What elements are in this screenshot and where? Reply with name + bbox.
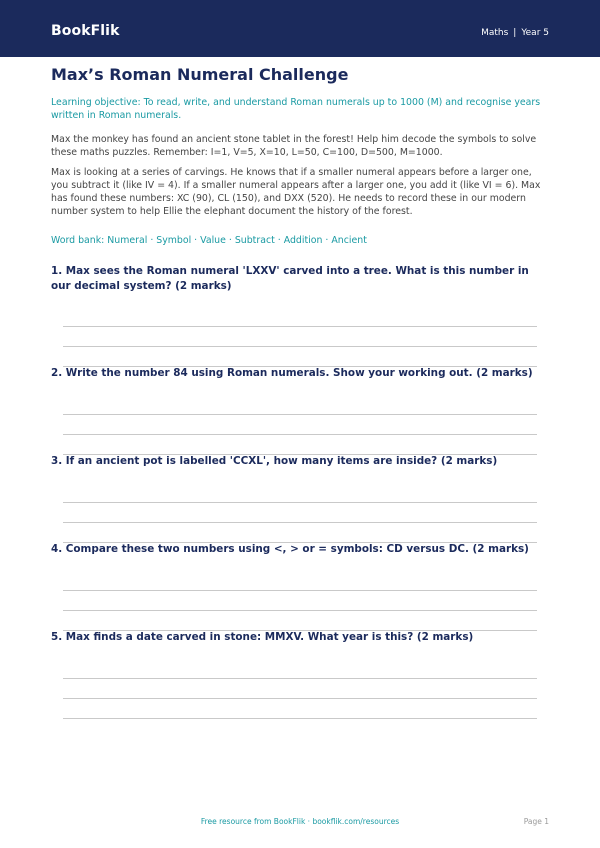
page-title: Max’s Roman Numeral Challenge xyxy=(51,65,349,84)
footer-credit: Free resource from BookFlik · bookflik.com/resources xyxy=(200,817,400,826)
answer-line[interactable] xyxy=(63,326,537,327)
page-header xyxy=(0,0,600,57)
question-4: 4. Compare these two numbers using <, > or = symbols: CD versus DC. (2 marks) xyxy=(51,543,529,555)
answer-line[interactable] xyxy=(63,522,537,523)
learning-objective: Learning objective: To read, write, and understand Roman numerals up to 1000 (M) and recognise years written in Roman numerals. xyxy=(51,97,541,121)
answer-line[interactable] xyxy=(63,698,537,699)
answer-line[interactable] xyxy=(63,414,537,415)
context-paragraph: Max is looking at a series of carvings. He knows that if a smaller numeral appears before a larger one, you subtract it (like IV = 4). If a smaller numeral appears after a larger one, you add it (like VI = 6). Max has found these numbers: XC (90), CL (150), and DXX (520). He needs to record these in our modern number system to help Ellie the elephant document the history of the forest. xyxy=(51,167,541,217)
question-3: 3. If an ancient pot is labelled 'CCXL', how many items are inside? (2 marks) xyxy=(51,455,498,467)
word-bank: Word bank: Numeral · Symbol · Value · Subtract · Addition · Ancient xyxy=(51,235,367,246)
question-2: 2. Write the number 84 using Roman numerals. Show your working out. (2 marks) xyxy=(51,367,533,379)
subject-label: Maths xyxy=(481,28,509,38)
meta-separator: | xyxy=(513,28,517,38)
question-1: 1. Max sees the Roman numeral 'LXXV' carved into a tree. What is this number in our decimal system? (2 marks) xyxy=(51,265,529,292)
answer-line[interactable] xyxy=(63,502,537,503)
header-meta xyxy=(481,28,549,38)
brand-logo: BookFlik xyxy=(51,23,120,39)
answer-line[interactable] xyxy=(63,590,537,591)
answer-line[interactable] xyxy=(63,610,537,611)
answer-line[interactable] xyxy=(63,678,537,679)
answer-line[interactable] xyxy=(63,434,537,435)
page-number: Page 1 xyxy=(523,817,549,826)
answer-line[interactable] xyxy=(63,718,537,719)
year-label: Year 5 xyxy=(521,28,549,38)
intro-paragraph: Max the monkey has found an ancient stone tablet in the forest! Help him decode the symbols to solve these maths puzzles. Remember: I=1, V=5, X=10, L=50, C=100, D=500, M=1000. xyxy=(51,134,537,158)
answer-line[interactable] xyxy=(63,346,537,347)
question-5: 5. Max finds a date carved in stone: MMXV. What year is this? (2 marks) xyxy=(51,631,474,643)
